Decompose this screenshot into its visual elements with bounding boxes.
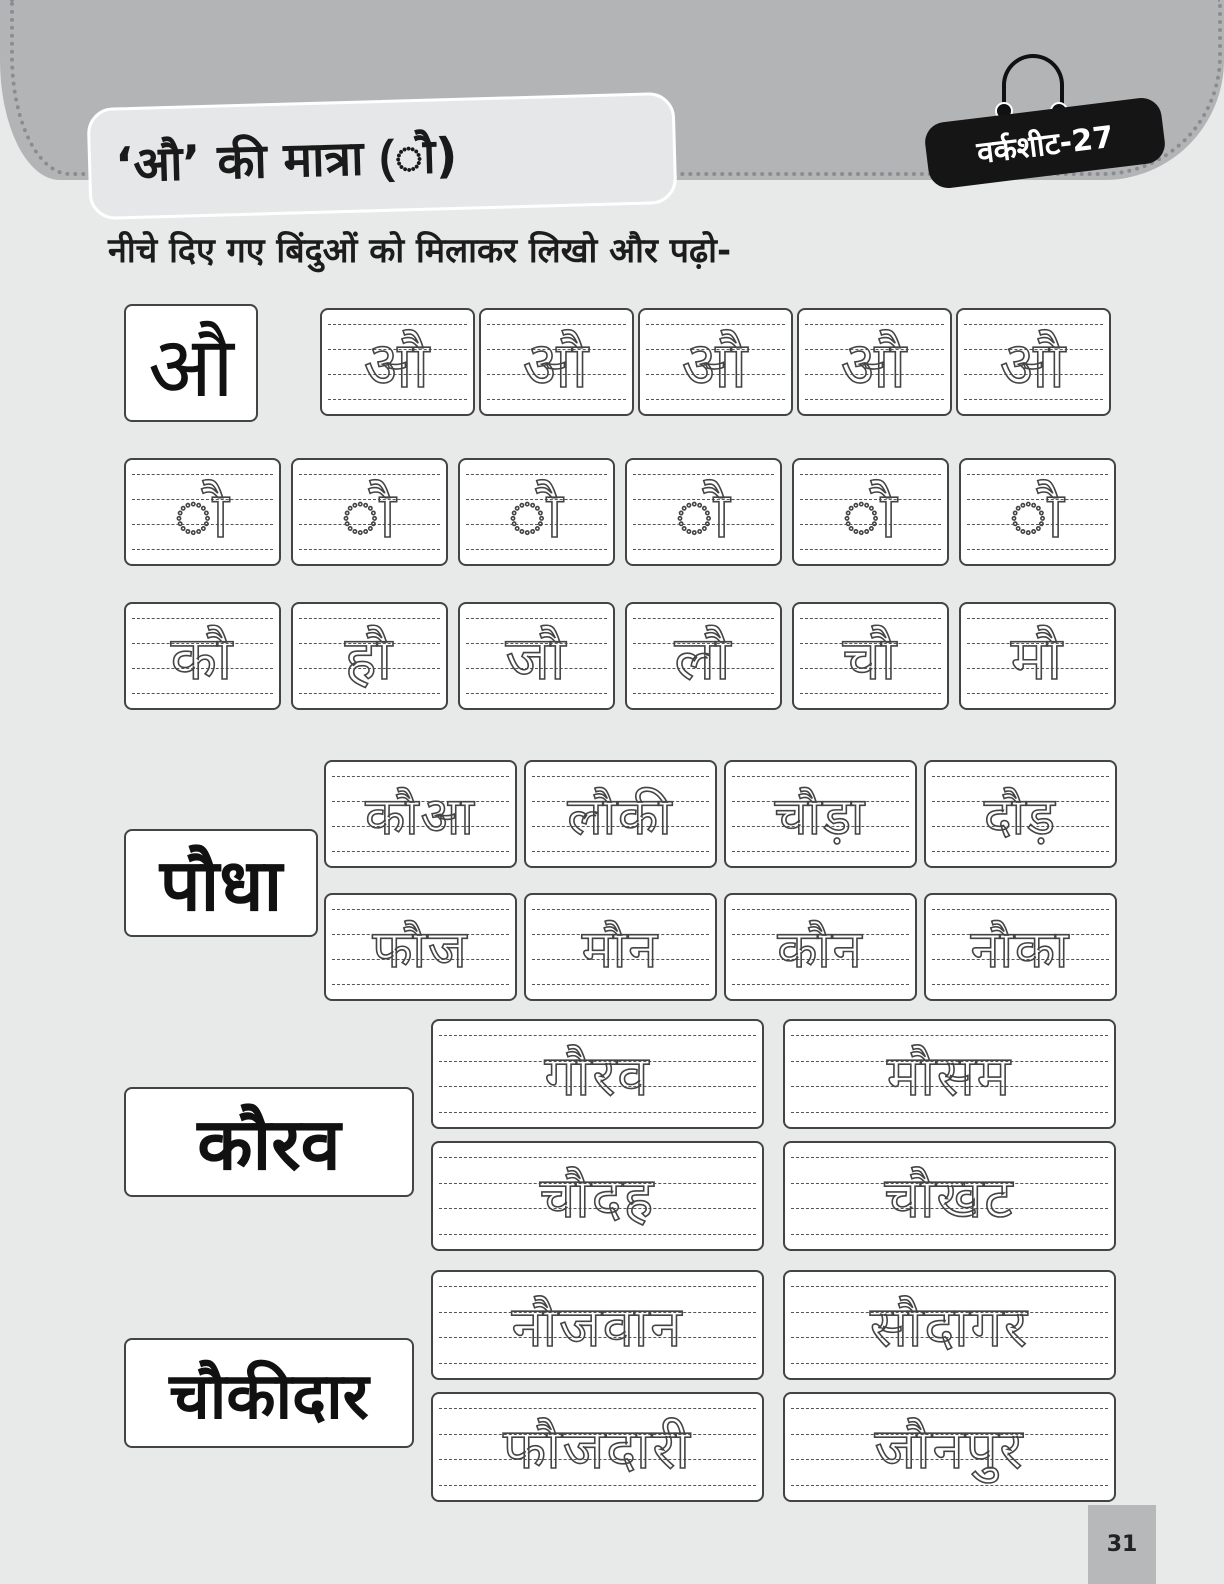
trace-box — [638, 308, 793, 416]
trace-text: लौ — [674, 624, 733, 694]
trace-box — [320, 308, 475, 416]
trace-box — [458, 458, 615, 566]
trace-text: जौ — [505, 624, 568, 694]
title-box — [87, 92, 678, 220]
trace-text: औ — [522, 328, 591, 403]
letter-card-au: औ — [124, 304, 258, 422]
trace-box — [431, 1019, 764, 1129]
trace-text: फौज — [372, 919, 469, 980]
trace-text: दौड़ — [984, 786, 1057, 847]
trace-box — [524, 893, 717, 1001]
trace-text: औ — [681, 328, 750, 403]
trace-text: औ — [999, 328, 1068, 403]
trace-text: चौदह — [539, 1166, 656, 1231]
badge-hanger-icon — [1002, 54, 1064, 108]
trace-box — [783, 1270, 1116, 1380]
page-number: 31 — [1088, 1505, 1156, 1584]
trace-text: मौ — [1010, 624, 1065, 694]
trace-text: चौड़ा — [774, 786, 867, 847]
trace-box — [783, 1141, 1116, 1251]
trace-box — [783, 1019, 1116, 1129]
trace-box — [724, 893, 917, 1001]
trace-text: जौनपुर — [874, 1417, 1025, 1482]
trace-box — [291, 602, 448, 710]
trace-box — [924, 893, 1117, 1001]
trace-text: ौ — [174, 478, 231, 553]
instruction-text: नीचे दिए गए बिंदुओं को मिलाकर लिखो और पढ़ो- — [108, 231, 732, 271]
trace-text: सौदागर — [869, 1295, 1030, 1360]
trace-box — [124, 602, 281, 710]
trace-box — [783, 1392, 1116, 1502]
word-card-kaurav: कौरव — [124, 1087, 414, 1197]
trace-text: कौआ — [365, 786, 476, 847]
trace-text: कौन — [777, 919, 864, 980]
trace-text: औ — [363, 328, 432, 403]
trace-text: कौ — [170, 624, 235, 694]
trace-text: ौ — [341, 478, 398, 553]
word-card-chaukidar: चौकीदार — [124, 1338, 414, 1448]
trace-box — [124, 458, 281, 566]
trace-box — [458, 602, 615, 710]
page-title: ‘औ’ की मात्रा (ौ) — [114, 127, 459, 193]
trace-text: मौन — [581, 919, 660, 980]
trace-box — [291, 458, 448, 566]
trace-box — [431, 1392, 764, 1502]
trace-box — [924, 760, 1117, 868]
trace-box — [792, 458, 949, 566]
trace-text: औ — [840, 328, 909, 403]
trace-box — [797, 308, 952, 416]
trace-text: ौ — [508, 478, 565, 553]
trace-box — [431, 1270, 764, 1380]
trace-box — [792, 602, 949, 710]
trace-text: लौकी — [567, 786, 674, 847]
trace-text: हौ — [344, 624, 395, 694]
trace-box — [625, 602, 782, 710]
trace-text: नौजवान — [511, 1295, 684, 1360]
trace-box — [959, 602, 1116, 710]
trace-box — [524, 760, 717, 868]
trace-box — [479, 308, 634, 416]
trace-text: ौ — [1009, 478, 1066, 553]
trace-box — [324, 893, 517, 1001]
trace-box — [625, 458, 782, 566]
trace-box — [724, 760, 917, 868]
trace-text: मौसम — [886, 1044, 1013, 1109]
word-card-paudha: पौधा — [124, 829, 318, 937]
trace-box — [324, 760, 517, 868]
trace-text: चौ — [842, 624, 899, 694]
trace-box — [956, 308, 1111, 416]
trace-text: ौ — [675, 478, 732, 553]
trace-text: ौ — [842, 478, 899, 553]
trace-text: फौजदारी — [503, 1417, 692, 1482]
trace-text: नौका — [970, 919, 1071, 980]
trace-box — [431, 1141, 764, 1251]
trace-text: चौखट — [884, 1166, 1015, 1231]
trace-text: गौरव — [544, 1044, 651, 1109]
worksheet-badge: वर्कशीट-27 — [923, 96, 1167, 191]
trace-box — [959, 458, 1116, 566]
